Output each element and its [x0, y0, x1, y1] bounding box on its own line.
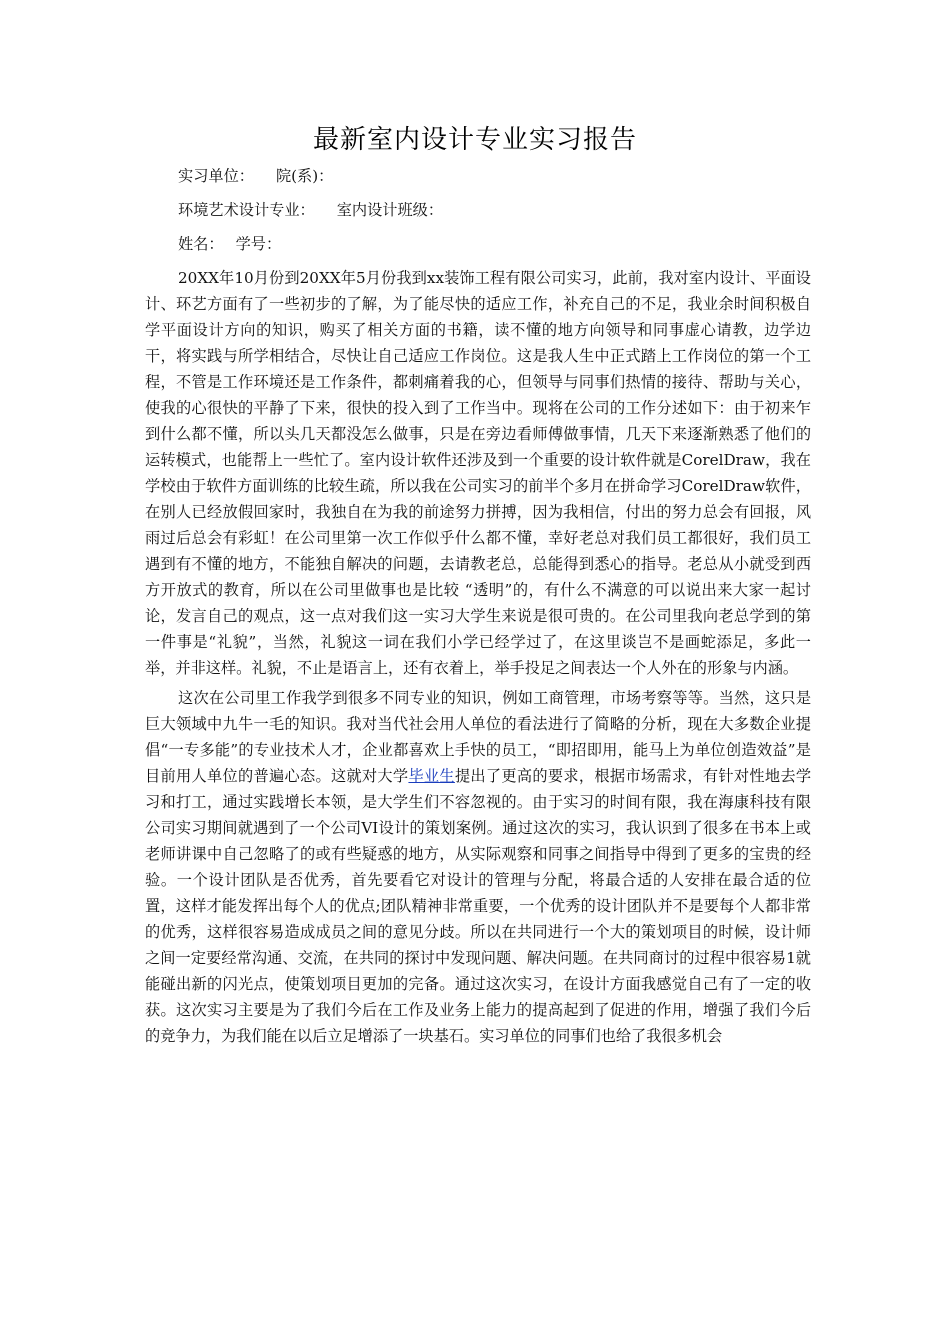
- info-line-major: [145, 197, 811, 223]
- paragraph-2-part-2: 提出了更高的要求，根据市场需求，有针对性地去学习和打工，通过实践增长本领，是大学生们不容忽视的。由于实习的时间有限，我在海康科技有限公司实习期间就遇到了一个公司VI设计的策划案例。通过这次的实习，我认识到了很多在书本上或老师讲课中自己忽略了的或有些疑惑的地方，从实际观察和同事之间指导中得到了更多的宝贵的经验。一个设计团队是否优秀，首先要看它对设计的管理与分配，将最合适的人安排在最合适的位置，这样才能发挥出每个人的优点;团队精神非常重要，一个优秀的设计团队并不是要每个人都非常的优秀，这样很容易造成成员之间的意见分歧。所以在共同进行一个大的策划项目的时候，设计师之间一定要经常沟通、交流，在共同的探讨中发现问题、解决问题。在共同商讨的过程中很容易1就能碰出新的闪光点，使策划项目更加的完备。通过这次实习，在设计方面我感觉自己有了一定的收获。这次实习主要是为了我们今后在工作及业务上能力的提高起到了促进的作用，增强了我们今后的竞争力，为我们能在以后立足增添了一块基石。实习单位的同事们也给了我很多机会: [145, 767, 812, 1045]
- info-line-unit: [145, 163, 811, 189]
- paragraph-2-part-1: 这次在公司里工作我学到很多不同专业的知识，例如工商管理，市场考察等等。当然，这只是巨大领域中九牛一毛的知识。我对当代社会用人单位的看法进行了简略的分析，现在大多数企业提倡“一专多能”的专业技术人才，企业都喜欢上手快的员工，“即招即用，能马上为单位创造效益”是目前用人单位的普遍心态。这就对大学: [145, 689, 811, 785]
- name-label: 姓名：: [178, 235, 224, 253]
- graduate-link[interactable]: 毕业生: [408, 767, 455, 785]
- student-id-label: 学号：: [235, 235, 282, 253]
- internship-unit-label: 实习单位：: [178, 167, 254, 185]
- report-body: [145, 163, 811, 1049]
- class-label: 室内设计班级：: [336, 201, 443, 219]
- major-label: 环境艺术设计专业：: [178, 201, 315, 219]
- paragraph-2: [145, 685, 811, 1049]
- info-line-name: [145, 231, 811, 257]
- report-title: 最新室内设计专业实习报告: [312, 125, 637, 155]
- paragraph-1: 20XX年10月份到20XX年5月份我到xx装饰工程有限公司实习，此前，我对室内设计、平面设计、环艺方面有了一些初步的了解，为了能尽快的适应工作，补充自己的不足，我业余时间积极自学平面设计方向的知识，购买了相关方面的书籍，读不懂的地方向领导和同事虚心请教，边学边干，将实践与所学相结合，尽快让自己适应工作岗位。这是我人生中正式踏上工作岗位的第一个工程，不管是工作环境还是工作条件，都刺痛着我的心，但领导与同事们热情的接待、帮助与关心，使我的心很快的平静了下来，很快的投入到了工作当中。现将在公司的工作分述如下：由于初来乍到什么都不懂，所以头几天都没怎么做事，只是在旁边看师傅做事情，几天下来逐渐熟悉了他们的运转模式，也能帮上一些忙了。室内设计软件还涉及到一个重要的设计软件就是CorelDraw，我在学校由于软件方面训练的比较生疏，所以我在公司实习的前半个多月在拼命学习CorelDraw软件，在别人已经放假回家时，我独自在为我的前途努力拼搏，因为我相信，付出的努力总会有回报，风雨过后总会有彩虹！在公司里第一次工作似乎什么都不懂，幸好老总对我们员工都很好，我们员工遇到有不懂的地方，不能独自解决的问题，去请教老总，总能得到悉心的指导。老总从小就受到西方开放式的教育，所以在公司里做事也是比较 “透明”的，有什么不满意的可以说出来大家一起讨论，发言自己的观点，这一点对我们这一实习大学生来说是很可贵的。在公司里我向老总学到的第一件事是“礼貌”，当然，礼貌这一词在我们小学已经学过了，在这里谈岂不是画蛇添足，多此一举，并非这样。礼貌，不止是语言上，还有衣着上，举手投足之间表达一个人外在的形象与内涵。: [145, 269, 811, 677]
- department-label: 院(系)：: [275, 167, 334, 185]
